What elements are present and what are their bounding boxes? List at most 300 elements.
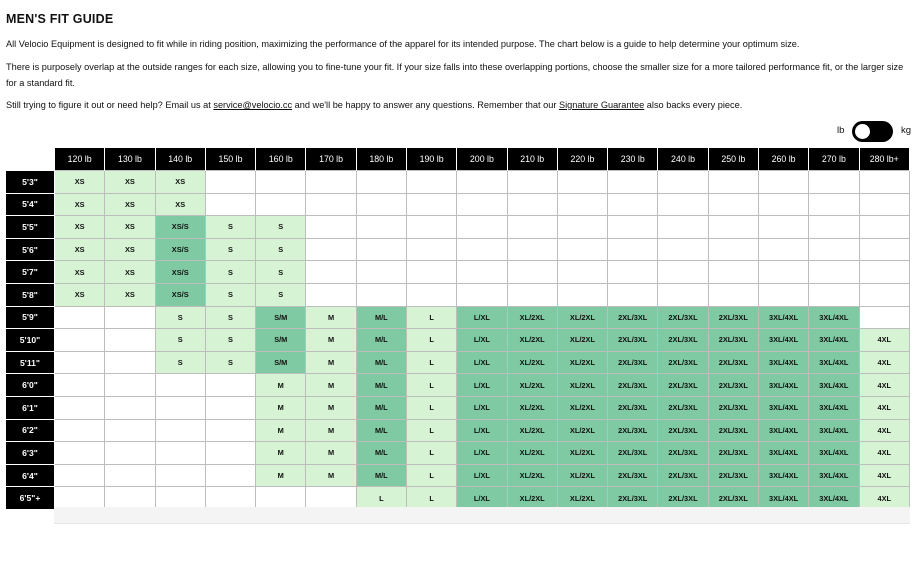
size-cell: 2XL/3XL — [658, 306, 708, 329]
size-cell: M — [306, 329, 356, 352]
size-cell: XS — [105, 216, 155, 239]
size-cell: M — [306, 374, 356, 397]
size-cell: 2XL/3XL — [708, 329, 758, 352]
unit-lb-label: lb — [837, 125, 845, 136]
size-cell: 3XL/4XL — [809, 487, 859, 510]
size-cell: 2XL/3XL — [708, 464, 758, 487]
size-cell — [758, 261, 808, 284]
size-cell — [758, 193, 808, 216]
size-cell — [155, 374, 205, 397]
size-cell — [55, 329, 105, 352]
size-cell: 2XL/3XL — [708, 374, 758, 397]
size-cell: L/XL — [457, 351, 507, 374]
size-cell: S — [256, 261, 306, 284]
size-cell: 2XL/3XL — [608, 464, 658, 487]
size-cell: XS — [155, 171, 205, 194]
size-cell: 2XL/3XL — [658, 374, 708, 397]
weight-header: 120 lb — [55, 148, 105, 171]
size-cell: XS/S — [155, 238, 205, 261]
size-cell: S/M — [256, 306, 306, 329]
size-cell: M — [306, 419, 356, 442]
height-label: 5'3" — [6, 171, 55, 194]
size-cell: L/XL — [457, 487, 507, 510]
size-cell: 3XL/4XL — [758, 464, 808, 487]
size-cell: M/L — [356, 351, 406, 374]
size-cell: 2XL/3XL — [658, 419, 708, 442]
size-cell: 2XL/3XL — [608, 442, 658, 465]
size-cell — [105, 351, 155, 374]
size-cell — [859, 193, 910, 216]
size-cell: XS/S — [155, 261, 205, 284]
weight-header: 160 lb — [256, 148, 306, 171]
size-cell — [758, 238, 808, 261]
size-cell: XS — [55, 216, 105, 239]
table-corner — [6, 148, 55, 171]
size-cell: XL/2XL — [557, 396, 607, 419]
size-cell — [105, 306, 155, 329]
size-cell: XS/S — [155, 216, 205, 239]
size-cell: 2XL/3XL — [708, 419, 758, 442]
size-cell — [557, 261, 607, 284]
size-cell — [758, 283, 808, 306]
table-row — [6, 193, 910, 216]
size-cell: 2XL/3XL — [658, 487, 708, 510]
size-cell: M — [306, 396, 356, 419]
size-cell — [658, 261, 708, 284]
size-cell — [507, 261, 557, 284]
size-cell — [708, 238, 758, 261]
size-cell — [507, 171, 557, 194]
size-cell — [105, 329, 155, 352]
size-cell: M/L — [356, 442, 406, 465]
size-cell: XS — [105, 171, 155, 194]
size-cell: M/L — [356, 396, 406, 419]
size-cell: M — [306, 442, 356, 465]
page-title: MEN'S FIT GUIDE — [6, 12, 114, 26]
size-cell — [457, 193, 507, 216]
size-cell — [306, 238, 356, 261]
size-cell: XL/2XL — [507, 419, 557, 442]
size-cell: XS — [55, 171, 105, 194]
size-cell — [557, 171, 607, 194]
size-cell — [708, 193, 758, 216]
size-cell: XS — [55, 283, 105, 306]
size-cell: 3XL/4XL — [758, 487, 808, 510]
size-cell: 3XL/4XL — [809, 329, 859, 352]
size-cell: 4XL — [859, 329, 910, 352]
size-cell: XS — [105, 261, 155, 284]
size-cell: S — [155, 306, 205, 329]
height-label: 6'1" — [6, 396, 55, 419]
size-cell — [356, 261, 406, 284]
size-cell — [708, 216, 758, 239]
size-cell — [708, 171, 758, 194]
size-cell — [105, 442, 155, 465]
size-cell — [658, 216, 708, 239]
height-label: 5'7" — [6, 261, 55, 284]
size-cell: XL/2XL — [557, 329, 607, 352]
size-cell — [55, 351, 105, 374]
size-cell — [406, 171, 456, 194]
size-cell — [859, 238, 910, 261]
size-cell: S — [256, 216, 306, 239]
size-cell: XL/2XL — [507, 351, 557, 374]
weight-header: 260 lb — [758, 148, 808, 171]
height-label: 6'0" — [6, 374, 55, 397]
size-cell: M/L — [356, 306, 406, 329]
size-cell: L — [406, 306, 456, 329]
size-cell: 3XL/4XL — [809, 351, 859, 374]
size-cell — [809, 238, 859, 261]
size-cell: 3XL/4XL — [809, 442, 859, 465]
size-cell: M/L — [356, 419, 406, 442]
size-cell: 3XL/4XL — [809, 464, 859, 487]
table-row — [6, 419, 910, 442]
size-cell: 4XL — [859, 374, 910, 397]
size-cell — [457, 238, 507, 261]
size-cell: 2XL/3XL — [608, 374, 658, 397]
size-cell: L/XL — [457, 419, 507, 442]
size-cell: M/L — [356, 329, 406, 352]
size-cell — [155, 442, 205, 465]
size-cell — [809, 261, 859, 284]
size-cell — [608, 238, 658, 261]
size-cell: XL/2XL — [507, 464, 557, 487]
size-cell — [708, 283, 758, 306]
size-cell: XL/2XL — [557, 374, 607, 397]
size-cell: XS — [105, 238, 155, 261]
table-row — [6, 171, 910, 194]
size-cell: M — [306, 306, 356, 329]
unit-switch-knob — [855, 124, 870, 139]
size-cell — [457, 216, 507, 239]
size-cell: XS — [155, 193, 205, 216]
size-cell: L — [406, 351, 456, 374]
size-cell — [507, 216, 557, 239]
size-cell: S — [205, 261, 255, 284]
size-cell — [205, 464, 255, 487]
size-cell — [155, 396, 205, 419]
height-label: 5'6" — [6, 238, 55, 261]
size-cell: XL/2XL — [557, 442, 607, 465]
size-cell: L — [406, 329, 456, 352]
size-cell — [406, 238, 456, 261]
size-cell: S — [205, 306, 255, 329]
size-cell: 3XL/4XL — [758, 329, 808, 352]
unit-switch[interactable] — [852, 121, 893, 142]
size-cell: L/XL — [457, 442, 507, 465]
size-cell: 2XL/3XL — [708, 396, 758, 419]
size-cell — [809, 193, 859, 216]
size-cell: 4XL — [859, 487, 910, 510]
size-cell — [256, 193, 306, 216]
size-cell — [507, 283, 557, 306]
size-cell: XS — [55, 261, 105, 284]
weight-header: 280 lb+ — [859, 148, 910, 171]
size-cell: S — [256, 238, 306, 261]
table-row — [6, 396, 910, 419]
size-cell: XS — [105, 193, 155, 216]
size-chart — [5, 147, 910, 510]
weight-header: 200 lb — [457, 148, 507, 171]
size-cell: L — [406, 487, 456, 510]
weight-header: 130 lb — [105, 148, 155, 171]
size-cell — [306, 171, 356, 194]
signature-guarantee-link[interactable]: Signature Guarantee — [558, 100, 645, 110]
size-cell — [859, 283, 910, 306]
size-cell — [457, 283, 507, 306]
size-cell: 3XL/4XL — [758, 442, 808, 465]
height-label: 5'10" — [6, 329, 55, 352]
size-cell: XL/2XL — [557, 464, 607, 487]
size-cell: S — [155, 351, 205, 374]
size-cell — [557, 216, 607, 239]
size-cell: L/XL — [457, 464, 507, 487]
size-cell: 2XL/3XL — [608, 306, 658, 329]
size-cell: 2XL/3XL — [708, 306, 758, 329]
weight-header: 150 lb — [205, 148, 255, 171]
size-cell: 4XL — [859, 442, 910, 465]
size-cell: M — [256, 464, 306, 487]
size-cell: M/L — [356, 374, 406, 397]
size-cell: XS/S — [155, 283, 205, 306]
size-cell: S — [205, 216, 255, 239]
weight-header: 140 lb — [155, 148, 205, 171]
size-cell — [205, 374, 255, 397]
size-cell: 3XL/4XL — [809, 306, 859, 329]
weight-header: 230 lb — [608, 148, 658, 171]
size-cell: S/M — [256, 351, 306, 374]
size-cell: 2XL/3XL — [608, 329, 658, 352]
size-cell: 4XL — [859, 419, 910, 442]
height-label: 5'9" — [6, 306, 55, 329]
size-cell: 3XL/4XL — [758, 396, 808, 419]
size-cell: XL/2XL — [507, 374, 557, 397]
size-cell — [557, 193, 607, 216]
size-cell — [105, 464, 155, 487]
help-text-middle: and we'll be happy to answer any questions. Remember that our — [292, 100, 559, 110]
size-cell — [859, 306, 910, 329]
help-text-end: also backs every piece. — [644, 100, 743, 110]
size-cell — [205, 193, 255, 216]
size-cell — [406, 261, 456, 284]
size-cell: M — [256, 374, 306, 397]
size-cell: XL/2XL — [557, 419, 607, 442]
table-row — [6, 442, 910, 465]
size-cell: 3XL/4XL — [758, 306, 808, 329]
size-cell: 2XL/3XL — [658, 329, 708, 352]
size-cell: XS — [55, 193, 105, 216]
height-label: 5'8" — [6, 283, 55, 306]
size-cell — [406, 216, 456, 239]
size-cell: 2XL/3XL — [658, 442, 708, 465]
size-cell — [55, 442, 105, 465]
table-row — [6, 329, 910, 352]
size-cell — [306, 261, 356, 284]
size-cell — [356, 193, 406, 216]
size-cell: XL/2XL — [507, 306, 557, 329]
scroll-strip — [54, 507, 910, 524]
size-cell — [105, 419, 155, 442]
size-cell: 2XL/3XL — [658, 351, 708, 374]
size-cell — [708, 261, 758, 284]
table-row — [6, 238, 910, 261]
table-row — [6, 464, 910, 487]
size-cell: L — [406, 374, 456, 397]
size-cell — [306, 216, 356, 239]
size-cell — [105, 396, 155, 419]
size-cell: 2XL/3XL — [708, 487, 758, 510]
table-row — [6, 306, 910, 329]
size-cell — [608, 216, 658, 239]
height-label: 6'4" — [6, 464, 55, 487]
size-cell — [859, 216, 910, 239]
size-cell: XL/2XL — [507, 329, 557, 352]
size-cell: XS — [55, 238, 105, 261]
email-link[interactable]: service@velocio.cc — [213, 100, 293, 110]
weight-header-row — [6, 148, 910, 171]
weight-header: 240 lb — [658, 148, 708, 171]
size-cell: L — [406, 442, 456, 465]
overlap-text: There is purposely overlap at the outside ranges for each size, allowing you to fine-tune your fit. If your size falls into these overlapping portions, choose the smaller size for a more tailored performance fit, or the larger size for a standard fit. — [6, 62, 904, 88]
size-cell — [205, 419, 255, 442]
table-row — [6, 283, 910, 306]
size-cell: L/XL — [457, 396, 507, 419]
size-cell — [205, 442, 255, 465]
size-cell — [507, 193, 557, 216]
size-cell: XL/2XL — [507, 487, 557, 510]
table-row — [6, 374, 910, 397]
size-cell: L — [356, 487, 406, 510]
size-cell: S — [205, 238, 255, 261]
height-label: 6'5"+ — [6, 487, 55, 510]
height-label: 6'2" — [6, 419, 55, 442]
size-cell: XL/2XL — [507, 442, 557, 465]
size-cell — [256, 171, 306, 194]
size-cell — [457, 261, 507, 284]
size-cell — [507, 238, 557, 261]
size-cell: XL/2XL — [507, 396, 557, 419]
size-cell — [809, 171, 859, 194]
size-cell — [658, 238, 708, 261]
size-cell — [608, 283, 658, 306]
size-cell: S — [205, 283, 255, 306]
size-cell: M — [256, 419, 306, 442]
size-cell — [658, 283, 708, 306]
size-cell — [608, 171, 658, 194]
size-cell: XL/2XL — [557, 306, 607, 329]
size-cell — [809, 283, 859, 306]
size-cell: 3XL/4XL — [809, 396, 859, 419]
size-cell: 2XL/3XL — [658, 464, 708, 487]
unit-kg-label: kg — [901, 125, 912, 136]
size-cell: L/XL — [457, 329, 507, 352]
size-cell — [658, 193, 708, 216]
size-cell — [55, 374, 105, 397]
help-text — [6, 98, 906, 114]
size-cell — [608, 193, 658, 216]
size-cell: 2XL/3XL — [608, 351, 658, 374]
size-cell — [155, 419, 205, 442]
size-cell — [55, 419, 105, 442]
size-cell: 2XL/3XL — [608, 396, 658, 419]
size-cell: L — [406, 419, 456, 442]
help-text-start: Still trying to figure it out or need help? Email us at — [6, 100, 214, 110]
size-cell: L/XL — [457, 374, 507, 397]
size-cell: S — [155, 329, 205, 352]
unit-toggle[interactable] — [837, 121, 913, 143]
weight-header: 210 lb — [507, 148, 557, 171]
size-cell — [557, 238, 607, 261]
size-cell — [205, 396, 255, 419]
size-cell: 2XL/3XL — [608, 419, 658, 442]
size-cell: 3XL/4XL — [809, 419, 859, 442]
size-cell: 4XL — [859, 464, 910, 487]
size-cell: M — [256, 442, 306, 465]
size-cell — [859, 171, 910, 194]
size-cell — [406, 283, 456, 306]
size-cell — [356, 171, 406, 194]
height-label: 6'3" — [6, 442, 55, 465]
size-cell: 2XL/3XL — [708, 351, 758, 374]
size-cell: S/M — [256, 329, 306, 352]
size-cell: 3XL/4XL — [758, 351, 808, 374]
size-cell — [55, 396, 105, 419]
size-cell — [356, 238, 406, 261]
size-cell — [406, 193, 456, 216]
size-cell — [155, 464, 205, 487]
size-cell: XS — [105, 283, 155, 306]
size-cell — [306, 283, 356, 306]
size-cell — [608, 261, 658, 284]
weight-header: 220 lb — [557, 148, 607, 171]
size-cell — [356, 216, 406, 239]
size-cell: S — [205, 351, 255, 374]
size-cell: S — [256, 283, 306, 306]
size-cell — [658, 171, 708, 194]
table-row — [6, 351, 910, 374]
size-cell — [205, 171, 255, 194]
size-cell: 3XL/4XL — [809, 374, 859, 397]
size-cell: L — [406, 464, 456, 487]
size-cell: XL/2XL — [557, 351, 607, 374]
height-label: 5'4" — [6, 193, 55, 216]
size-cell: 2XL/3XL — [708, 442, 758, 465]
size-cell: 3XL/4XL — [758, 419, 808, 442]
size-cell: 2XL/3XL — [658, 396, 708, 419]
weight-header: 170 lb — [306, 148, 356, 171]
size-cell: XL/2XL — [557, 487, 607, 510]
size-cell — [306, 193, 356, 216]
size-cell — [55, 306, 105, 329]
size-cell — [758, 216, 808, 239]
size-cell: 4XL — [859, 396, 910, 419]
weight-header: 250 lb — [708, 148, 758, 171]
table-row — [6, 216, 910, 239]
weight-header: 180 lb — [356, 148, 406, 171]
size-cell — [809, 216, 859, 239]
size-cell — [55, 464, 105, 487]
size-cell: L — [406, 396, 456, 419]
size-cell: 4XL — [859, 351, 910, 374]
size-cell — [557, 283, 607, 306]
size-cell: S — [205, 329, 255, 352]
size-cell: L/XL — [457, 306, 507, 329]
size-cell — [859, 261, 910, 284]
table-row — [6, 261, 910, 284]
size-cell: 2XL/3XL — [608, 487, 658, 510]
height-label: 5'5" — [6, 216, 55, 239]
